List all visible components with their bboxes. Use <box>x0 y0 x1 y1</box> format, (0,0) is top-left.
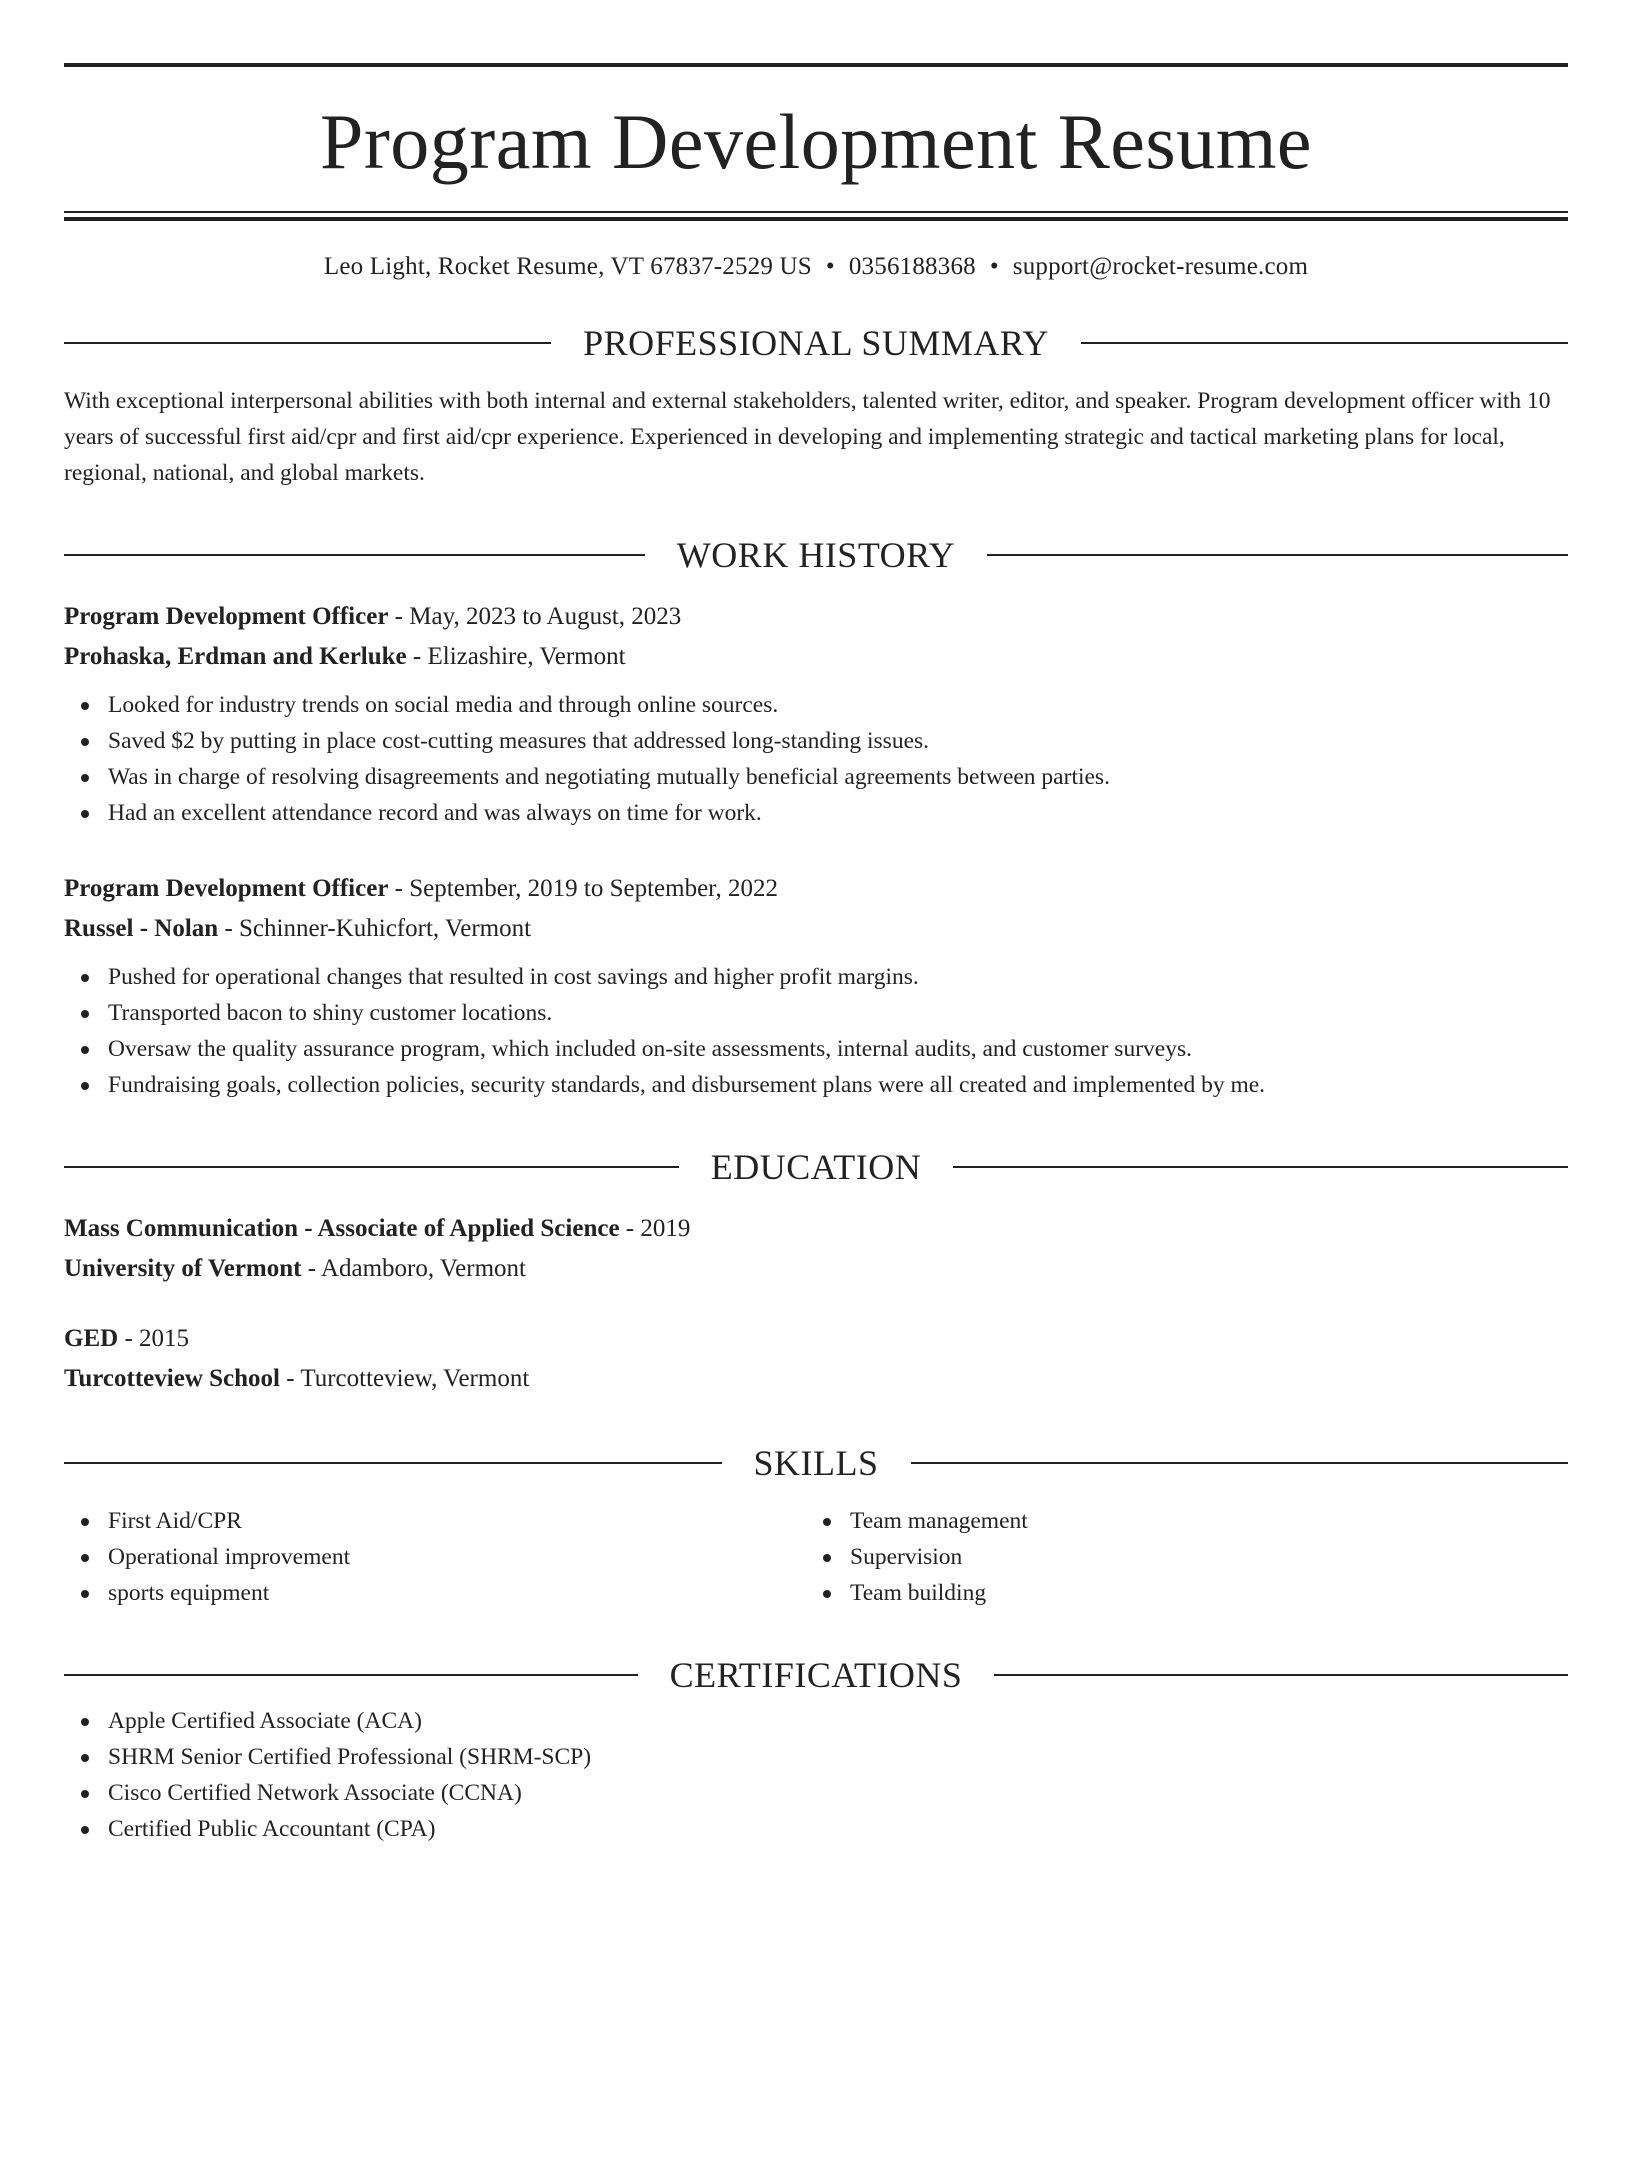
job-location: - Schinner-Kuhicfort, Vermont <box>218 915 532 942</box>
job-title: Program Development Officer <box>64 875 389 902</box>
list-item: Team building <box>806 1575 1548 1611</box>
job-dates: - September, 2019 to September, 2022 <box>388 875 779 902</box>
list-item: Saved $2 by putting in place cost-cutting measures that addressed long-standing issues. <box>64 723 1568 759</box>
divider-line <box>64 1674 638 1676</box>
contact-phone: 0356188368 <box>848 253 976 280</box>
list-item: sports equipment <box>64 1575 806 1611</box>
job-dates: - May, 2023 to August, 2023 <box>388 603 682 630</box>
list-item: Supervision <box>806 1539 1548 1575</box>
list-item: Was in charge of resolving disagreements and negotiating mutually beneficial agreements between parties. <box>64 759 1568 795</box>
list-item: Team management <box>806 1503 1548 1539</box>
list-item: Fundraising goals, collection policies, security standards, and disbursement plans were all created and implemented by me. <box>64 1067 1568 1103</box>
degree: Mass Communication - Associate of Applied Science <box>64 1215 620 1242</box>
list-item: Pushed for operational changes that resulted in cost savings and higher profit margins. <box>64 959 1568 995</box>
job-company: Prohaska, Erdman and Kerluke <box>64 643 407 670</box>
degree-line <box>64 1209 1568 1249</box>
divider-line <box>1081 342 1568 344</box>
school: University of Vermont <box>64 1255 302 1282</box>
school-location: - Adamboro, Vermont <box>301 1255 526 1282</box>
job-title-line <box>64 869 1568 909</box>
section-heading-skills <box>64 1445 1568 1481</box>
job-company-line <box>64 909 1568 949</box>
section-title: SKILLS <box>753 1443 879 1483</box>
contact-email: support@rocket-resume.com <box>1012 253 1309 280</box>
contact-address: Leo Light, Rocket Resume, VT 67837-2529 US <box>323 253 812 280</box>
resume-page <box>0 63 1632 2175</box>
list-item: Oversaw the quality assurance program, which included on-site assessments, internal audits, and customer surveys. <box>64 1031 1568 1067</box>
title-double-rule <box>64 211 1568 221</box>
top-rule <box>64 63 1568 67</box>
certifications-list <box>64 1703 1568 1847</box>
contact-separator: • <box>825 253 835 280</box>
section-heading-work <box>64 537 1568 573</box>
divider-line <box>911 1462 1569 1464</box>
list-item: Operational improvement <box>64 1539 806 1575</box>
section-title: WORK HISTORY <box>676 535 956 575</box>
degree-year: - 2015 <box>118 1325 190 1352</box>
education-list <box>64 1209 1568 1399</box>
education-entry <box>64 1319 1568 1399</box>
contact-line <box>64 254 1568 279</box>
divider-line <box>64 1166 679 1168</box>
school-location: - Turcotteview, Vermont <box>279 1365 530 1392</box>
list-item: Cisco Certified Network Associate (CCNA) <box>64 1775 1568 1811</box>
degree: GED <box>64 1325 119 1352</box>
job-company: Russel - Nolan <box>64 915 219 942</box>
summary-text: With exceptional interpersonal abilities with both internal and external stakeholders, talented writer, editor, and speaker. Program development officer with 10 years of successful first aid/cpr and first aid/cpr experience. Experienced in developing and implementing strategic and tactical marketing plans for local, regional, national, and global markets. <box>64 388 1551 486</box>
list-item: Transported bacon to shiny customer locations. <box>64 995 1568 1031</box>
job-title: Program Development Officer <box>64 603 389 630</box>
education-entry <box>64 1209 1568 1289</box>
page-title: Program Development Resume <box>319 98 1313 185</box>
section-title: CERTIFICATIONS <box>669 1655 963 1695</box>
divider-line <box>994 1674 1568 1676</box>
job-bullets <box>64 687 1568 831</box>
divider-line <box>64 342 551 344</box>
skills-list-right <box>806 1503 1548 1611</box>
job-location: - Elizashire, Vermont <box>406 643 626 670</box>
skills-list-left <box>64 1503 806 1611</box>
section-heading-certifications <box>64 1657 1568 1693</box>
job-entry <box>64 597 1568 831</box>
divider-line <box>64 554 645 556</box>
degree-line <box>64 1319 1568 1359</box>
section-title: PROFESSIONAL SUMMARY <box>583 323 1049 363</box>
degree-year: - 2019 <box>619 1215 691 1242</box>
list-item: First Aid/CPR <box>64 1503 806 1539</box>
job-company-line <box>64 637 1568 677</box>
job-bullets <box>64 959 1568 1103</box>
section-heading-education <box>64 1149 1568 1185</box>
job-title-line <box>64 597 1568 637</box>
school-line <box>64 1249 1568 1289</box>
divider-line <box>64 1462 722 1464</box>
list-item: Looked for industry trends on social media and through online sources. <box>64 687 1568 723</box>
divider-line <box>953 1166 1568 1168</box>
list-item: Apple Certified Associate (ACA) <box>64 1703 1568 1739</box>
divider-line <box>987 554 1568 556</box>
job-entry <box>64 869 1568 1103</box>
list-item: SHRM Senior Certified Professional (SHRM-SCP) <box>64 1739 1568 1775</box>
contact-separator: • <box>989 253 999 280</box>
skills-columns <box>64 1503 1568 1611</box>
list-item: Certified Public Accountant (CPA) <box>64 1811 1568 1847</box>
section-heading-summary <box>64 325 1568 361</box>
list-item: Had an excellent attendance record and was always on time for work. <box>64 795 1568 831</box>
school: Turcotteview School <box>64 1365 280 1392</box>
section-title: EDUCATION <box>710 1147 922 1187</box>
school-line <box>64 1359 1568 1399</box>
